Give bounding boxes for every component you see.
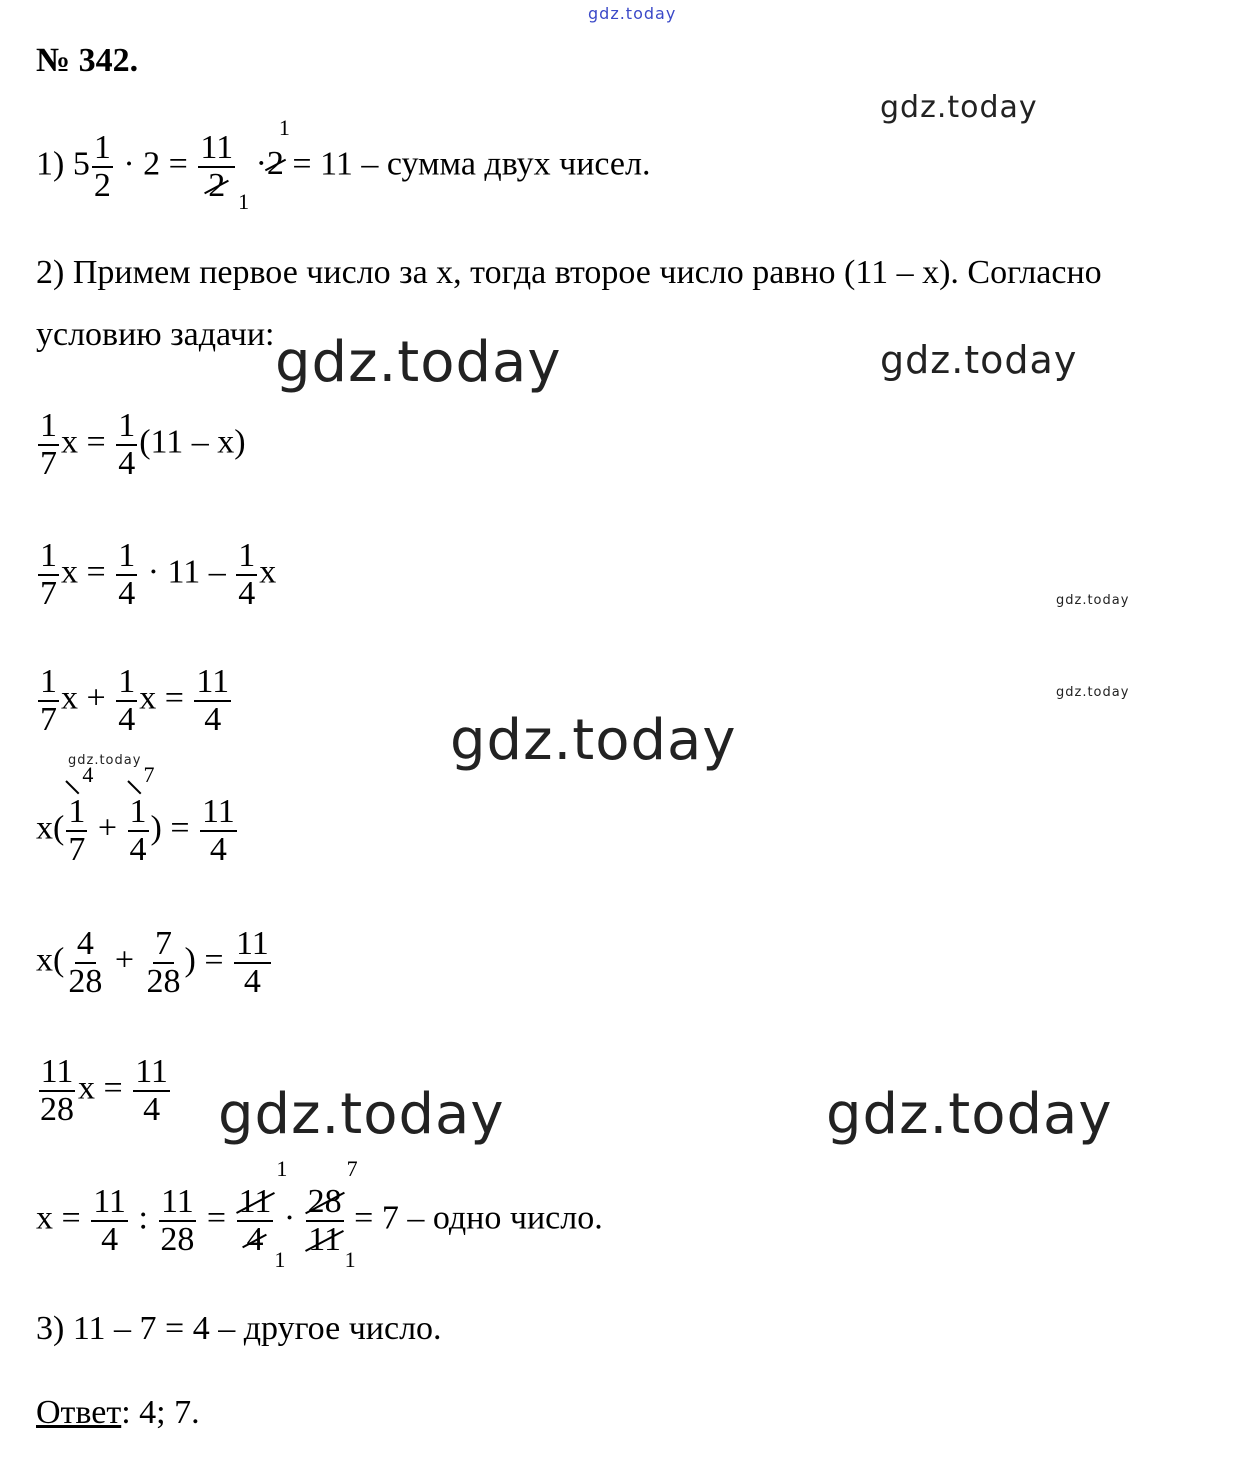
- step-2-text-cont: условию задачи:: [36, 316, 275, 353]
- numerator: 1: [129, 793, 147, 830]
- operator: x =: [61, 423, 106, 461]
- denominator: 4: [209, 830, 227, 868]
- cancel-superscript: 1: [276, 1156, 288, 1181]
- answer-value: : 4; 7.: [121, 1394, 200, 1431]
- denominator: 4: [118, 444, 136, 482]
- equation-1: [36, 408, 246, 481]
- denominator: 2: [93, 166, 111, 204]
- answer-label: Ответ: [36, 1394, 122, 1431]
- cancel-subscript: 1: [344, 1247, 356, 1273]
- operator: ) =: [150, 809, 190, 847]
- denominator: 7: [40, 700, 57, 738]
- fraction: [194, 664, 231, 737]
- operator: =: [206, 1199, 227, 1237]
- numerator: 11: [200, 129, 234, 166]
- denominator: 28: [146, 962, 181, 1000]
- operator: x =: [139, 679, 184, 717]
- operator: ) =: [184, 941, 224, 979]
- fraction: [234, 926, 271, 999]
- numerator: 1: [118, 537, 136, 574]
- fraction: [66, 762, 94, 868]
- watermark: gdz.today: [880, 338, 1078, 382]
- fraction: [38, 408, 59, 481]
- equation-6: [36, 1054, 172, 1127]
- extra-factor: 7: [143, 762, 155, 787]
- fraction: [116, 538, 137, 611]
- numerator: 11: [196, 663, 230, 700]
- fraction: [128, 762, 155, 868]
- fraction: [145, 926, 183, 999]
- step-1-result: = 11 – сумма двух чисел.: [292, 145, 651, 183]
- watermark: gdz.today: [826, 1082, 1113, 1147]
- denominator: 4: [204, 700, 222, 738]
- answer: [36, 1396, 200, 1430]
- step-1: [36, 115, 651, 215]
- watermark: gdz.today: [1056, 685, 1130, 700]
- numerator: 11: [236, 925, 269, 962]
- fraction: [237, 1156, 288, 1273]
- cancel-subscript: 1: [274, 1247, 286, 1273]
- denominator: 2: [208, 166, 226, 204]
- denominator: 4: [143, 1090, 161, 1128]
- denominator: 28: [40, 1090, 74, 1128]
- watermark: gdz.today: [218, 1082, 505, 1147]
- expression: x(: [36, 941, 65, 979]
- extra-factor: 4: [82, 762, 94, 787]
- numerator: 1: [118, 663, 136, 700]
- denominator: 11: [308, 1220, 342, 1258]
- fraction: [158, 1184, 196, 1257]
- numerator: 28: [307, 1183, 342, 1220]
- numerator: 1: [40, 663, 57, 700]
- numerator: 11: [135, 1053, 168, 1090]
- denominator: 4: [238, 574, 256, 612]
- step-3: 3) 11 – 7 = 4 – другое число.: [36, 1310, 442, 1347]
- numerator: 1: [40, 537, 57, 574]
- denominator: 4: [243, 962, 261, 1000]
- numerator: 11: [202, 793, 235, 830]
- fraction: [92, 130, 113, 203]
- fraction: [236, 538, 257, 611]
- watermark: gdz.today: [1056, 593, 1130, 608]
- fraction: [198, 129, 250, 215]
- cancel-subscript: 1: [238, 189, 250, 215]
- problem-title: № 342.: [36, 42, 139, 79]
- numerator: 1: [68, 793, 86, 830]
- fraction: [38, 1054, 76, 1127]
- numerator: 11: [40, 1053, 74, 1090]
- operator: x +: [61, 679, 106, 717]
- step-2-text: 2) Примем первое число за x, тогда второе число равно (11 – x). Согласно: [36, 254, 1102, 291]
- equation-4: [36, 762, 239, 868]
- expression: x =: [36, 1199, 81, 1237]
- denominator: 4: [101, 1220, 119, 1258]
- fraction: [116, 664, 137, 737]
- cancelled-two: [266, 115, 290, 183]
- numerator: 11: [93, 1183, 126, 1220]
- cancel-superscript: 7: [346, 1156, 358, 1181]
- denominator: 4: [129, 830, 147, 868]
- numerator: 11: [161, 1183, 194, 1220]
- denominator: 7: [40, 574, 57, 612]
- denominator: 7: [40, 444, 57, 482]
- denominator: 4: [246, 1220, 264, 1258]
- step-1-prefix: 1) 5: [36, 145, 90, 183]
- equation-7: [36, 1156, 603, 1273]
- numerator: 1: [40, 407, 57, 444]
- equation-5: [36, 926, 273, 999]
- fraction: [91, 1184, 128, 1257]
- fraction: [66, 926, 104, 999]
- numerator: 1: [93, 129, 111, 166]
- numerator: 4: [76, 925, 94, 962]
- denominator: 28: [68, 962, 103, 1000]
- operator: x =: [78, 1069, 123, 1107]
- equation-7-result: = 7 – одно число.: [354, 1199, 603, 1237]
- expression: x(: [36, 809, 65, 847]
- cancel-superscript: 1: [278, 115, 290, 141]
- operator: +: [97, 809, 118, 847]
- denominator: 4: [118, 574, 136, 612]
- operator: x =: [61, 553, 106, 591]
- numerator: 11: [238, 1183, 272, 1220]
- expression: (11 – x): [139, 423, 246, 461]
- variable: x: [259, 553, 277, 591]
- watermark: gdz.today: [450, 708, 737, 773]
- operator: +: [114, 941, 135, 979]
- operator: ·: [283, 1199, 296, 1237]
- equation-2: [36, 538, 276, 611]
- operator: :: [138, 1199, 148, 1237]
- operator: · 11 –: [147, 553, 226, 591]
- fraction: [116, 408, 137, 481]
- watermark: gdz.today: [68, 753, 142, 768]
- numerator: 1: [238, 537, 256, 574]
- watermark: gdz.today: [588, 4, 677, 23]
- denominator: 7: [68, 830, 86, 868]
- fraction: [38, 664, 59, 737]
- fraction: [306, 1156, 358, 1273]
- numerator: 1: [118, 407, 136, 444]
- cancelled-value: 2: [266, 145, 284, 183]
- operator: · 2 =: [123, 145, 188, 183]
- fraction: [38, 538, 59, 611]
- numerator: 7: [155, 925, 173, 962]
- operator: ·: [255, 145, 267, 183]
- denominator: 28: [160, 1220, 195, 1258]
- fraction: [133, 1054, 170, 1127]
- watermark: gdz.today: [880, 90, 1038, 125]
- fraction: [200, 794, 237, 867]
- denominator: 4: [118, 700, 136, 738]
- equation-3: [36, 664, 233, 737]
- watermark: gdz.today: [275, 330, 562, 395]
